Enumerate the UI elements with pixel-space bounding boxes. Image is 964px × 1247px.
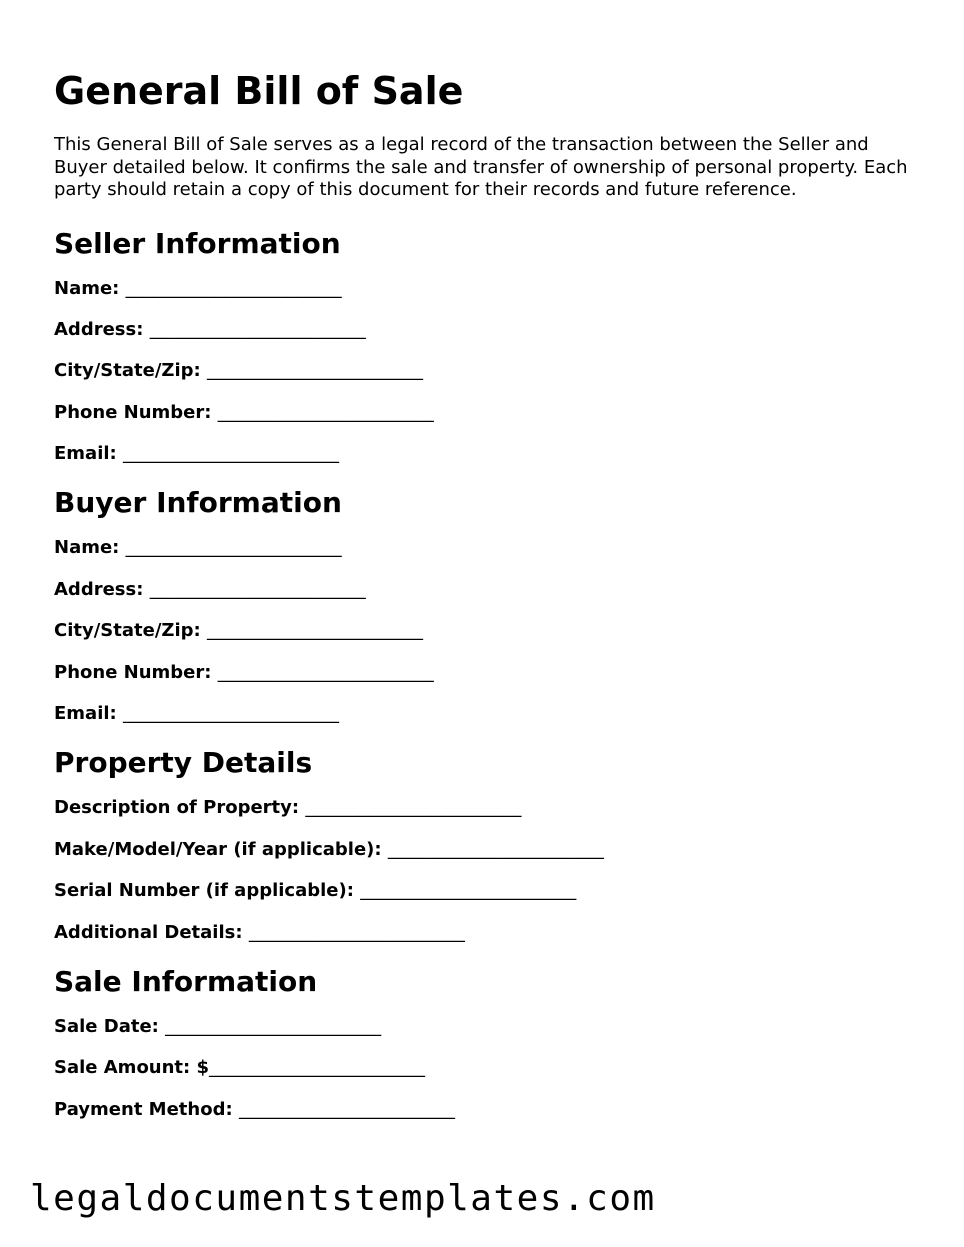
property-description-field[interactable] [54,796,924,820]
buyer-phone-field[interactable] [54,661,924,685]
property-make-field[interactable] [54,838,924,862]
property-make-label: Make/Model/Year (if applicable): [54,838,382,860]
seller-email-blank[interactable]: ________________________ [123,443,340,465]
seller-email-field[interactable] [54,442,924,466]
buyer-city-field[interactable] [54,619,924,643]
property-serial-blank[interactable]: ________________________ [360,880,577,902]
buyer-name-label: Name: [54,537,120,559]
buyer-heading: Buyer Information [54,486,342,520]
seller-address-field[interactable] [54,318,924,342]
seller-city-field[interactable] [54,359,924,383]
document-title: General Bill of Sale [54,69,464,113]
property-serial-label: Serial Number (if applicable): [54,880,354,902]
property-additional-label: Additional Details: [54,921,243,943]
seller-section [54,224,924,467]
buyer-address-label: Address: [54,578,144,600]
seller-phone-field[interactable] [54,401,924,425]
seller-email-label: Email: [54,443,117,465]
payment-method-field[interactable] [54,1098,924,1122]
property-section [54,743,924,944]
buyer-name-field[interactable] [54,536,924,560]
property-description-label: Description of Property: [54,797,300,819]
seller-phone-blank[interactable]: ________________________ [217,401,434,423]
buyer-phone-blank[interactable]: ________________________ [217,661,434,683]
seller-city-blank[interactable]: ________________________ [206,360,423,382]
seller-heading: Seller Information [54,226,341,260]
watermark-text: legaldocumentstemplates.com [30,1178,656,1219]
sale-amount-blank[interactable]: ________________________ [209,1057,426,1079]
sale-date-label: Sale Date: [54,1015,159,1037]
property-serial-field[interactable] [54,879,924,903]
property-make-blank[interactable]: ________________________ [387,838,604,860]
seller-address-blank[interactable]: ________________________ [149,318,366,340]
sale-date-blank[interactable]: ________________________ [165,1015,382,1037]
sale-heading: Sale Information [54,964,318,998]
buyer-phone-label: Phone Number: [54,661,212,683]
payment-method-label: Payment Method: [54,1098,233,1120]
sale-date-field[interactable] [54,1015,924,1039]
seller-phone-label: Phone Number: [54,401,212,423]
property-additional-blank[interactable]: ________________________ [248,921,465,943]
seller-address-label: Address: [54,318,144,340]
buyer-address-blank[interactable]: ________________________ [149,578,366,600]
sale-section [54,962,924,1122]
seller-name-label: Name: [54,277,120,299]
buyer-email-field[interactable] [54,702,924,726]
sale-amount-field[interactable] [54,1056,924,1080]
property-heading: Property Details [54,746,313,780]
buyer-city-blank[interactable]: ________________________ [206,620,423,642]
buyer-name-blank[interactable]: ________________________ [125,537,342,559]
property-additional-field[interactable] [54,921,924,945]
buyer-email-label: Email: [54,703,117,725]
buyer-section [54,483,924,726]
seller-name-field[interactable] [54,277,924,301]
buyer-email-blank[interactable]: ________________________ [123,703,340,725]
document-page [54,66,924,1139]
buyer-city-label: City/State/Zip: [54,620,201,642]
property-description-blank[interactable]: ________________________ [305,797,522,819]
seller-city-label: City/State/Zip: [54,360,201,382]
buyer-address-field[interactable] [54,578,924,602]
seller-name-blank[interactable]: ________________________ [125,277,342,299]
payment-method-blank[interactable]: ________________________ [238,1098,455,1120]
intro-paragraph: This General Bill of Sale serves as a legal record of the transaction between the Seller and Buyer detailed below. It confirms the sale and transfer of ownership of personal property. Each party should retain a copy of this document for their records and future reference. [54,134,908,200]
sale-amount-label: Sale Amount: $ [54,1057,210,1079]
